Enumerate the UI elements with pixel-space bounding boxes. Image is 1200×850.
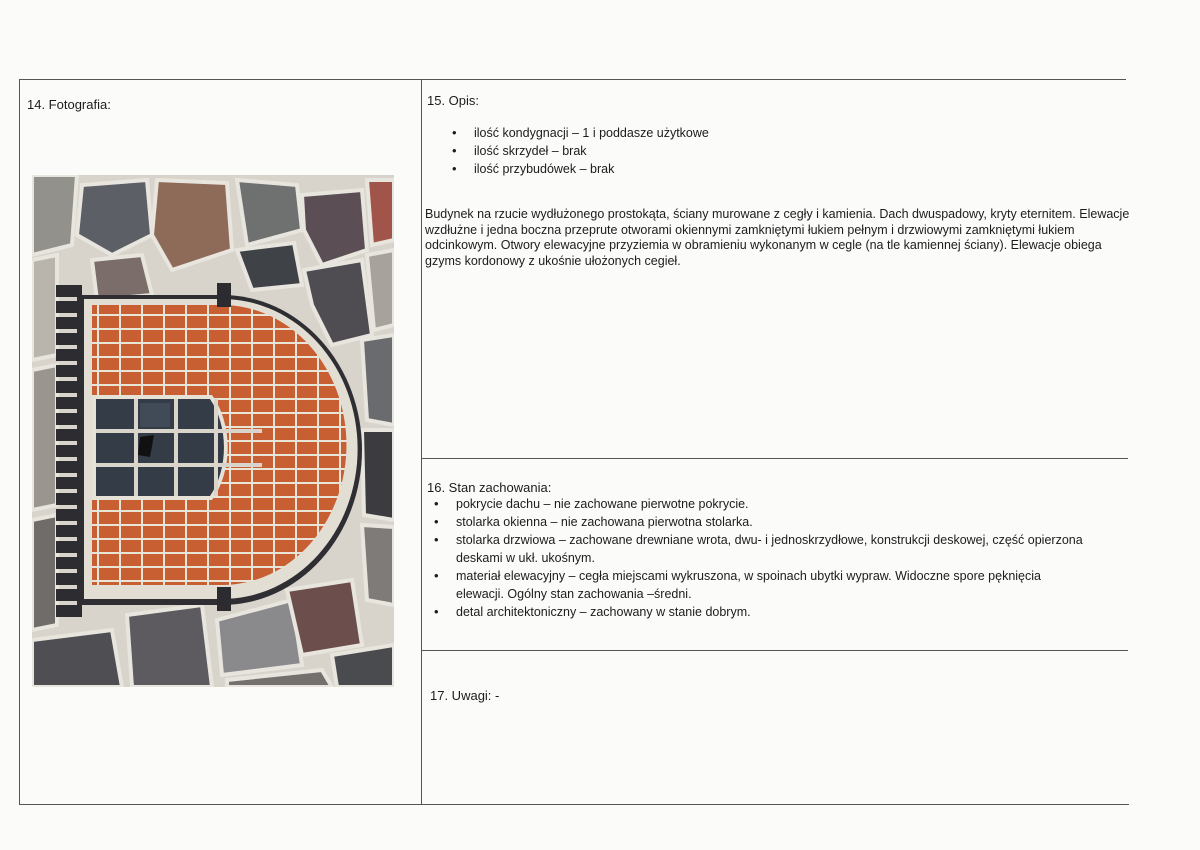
list-item: • ilość kondygnacji – 1 i poddasze użytkowe [450,124,1050,142]
list-item: • pokrycie dachu – nie zachowane pierwotne pokrycie. [432,495,1092,513]
list-item: • stolarka okienna – nie zachowana pierwotna stolarka. [432,513,1092,531]
stan-bullet-list [432,495,1092,621]
table-column-divider [421,79,422,805]
opis-section-label: 15. Opis: [427,93,480,108]
uwagi-section-label: 17. Uwagi: - [430,688,500,703]
table-left-border [19,79,20,805]
list-item: • detal architektoniczny – zachowany w stanie dobrym. [432,603,1092,621]
window-photo [32,175,394,687]
row-divider-opis-stan [421,458,1128,459]
list-item: • ilość skrzydeł – brak [450,142,1050,160]
table-bottom-border [19,804,1129,805]
stan-section-label: 16. Stan zachowania: [427,480,552,495]
list-item: • materiał elewacyjny – cegła miejscami wykruszona, w spoinach ubytki wypraw. Widoczne spore pęknięcia elewacji. Ogólny stan zachowania –średni. [432,567,1092,603]
list-item: • ilość przybudówek – brak [450,160,1050,178]
table-top-border [19,79,1126,80]
opis-description-paragraph: Budynek na rzucie wydłużonego prostokąta, ściany murowane z cegły i kamienia. Dach dwuspadowy, kryty eternitem. Elewacje wzdłużne i jedna boczna przeprute otworami okiennymi zamkniętymi łukiem pełnym i drzwiowymi zamkniętymi łukiem odcinkowym. Otwory elewacyjne przyziemia w obramieniu wykonanym w cegle (na tle kamiennej ściany). Elewacje obiega gzyms kordonowy z ukośnie ułożonych cegieł. [425,207,1130,268]
opis-bullet-list [450,124,1050,178]
photo-section-label: 14. Fotografia: [27,97,111,112]
list-item: • stolarka drzwiowa – zachowane drewniane wrota, dwu- i jednoskrzydłowe, konstrukcji deskowej, część opierzona deskami w ukł. ukośnym. [432,531,1092,567]
row-divider-stan-uwagi [421,650,1128,651]
